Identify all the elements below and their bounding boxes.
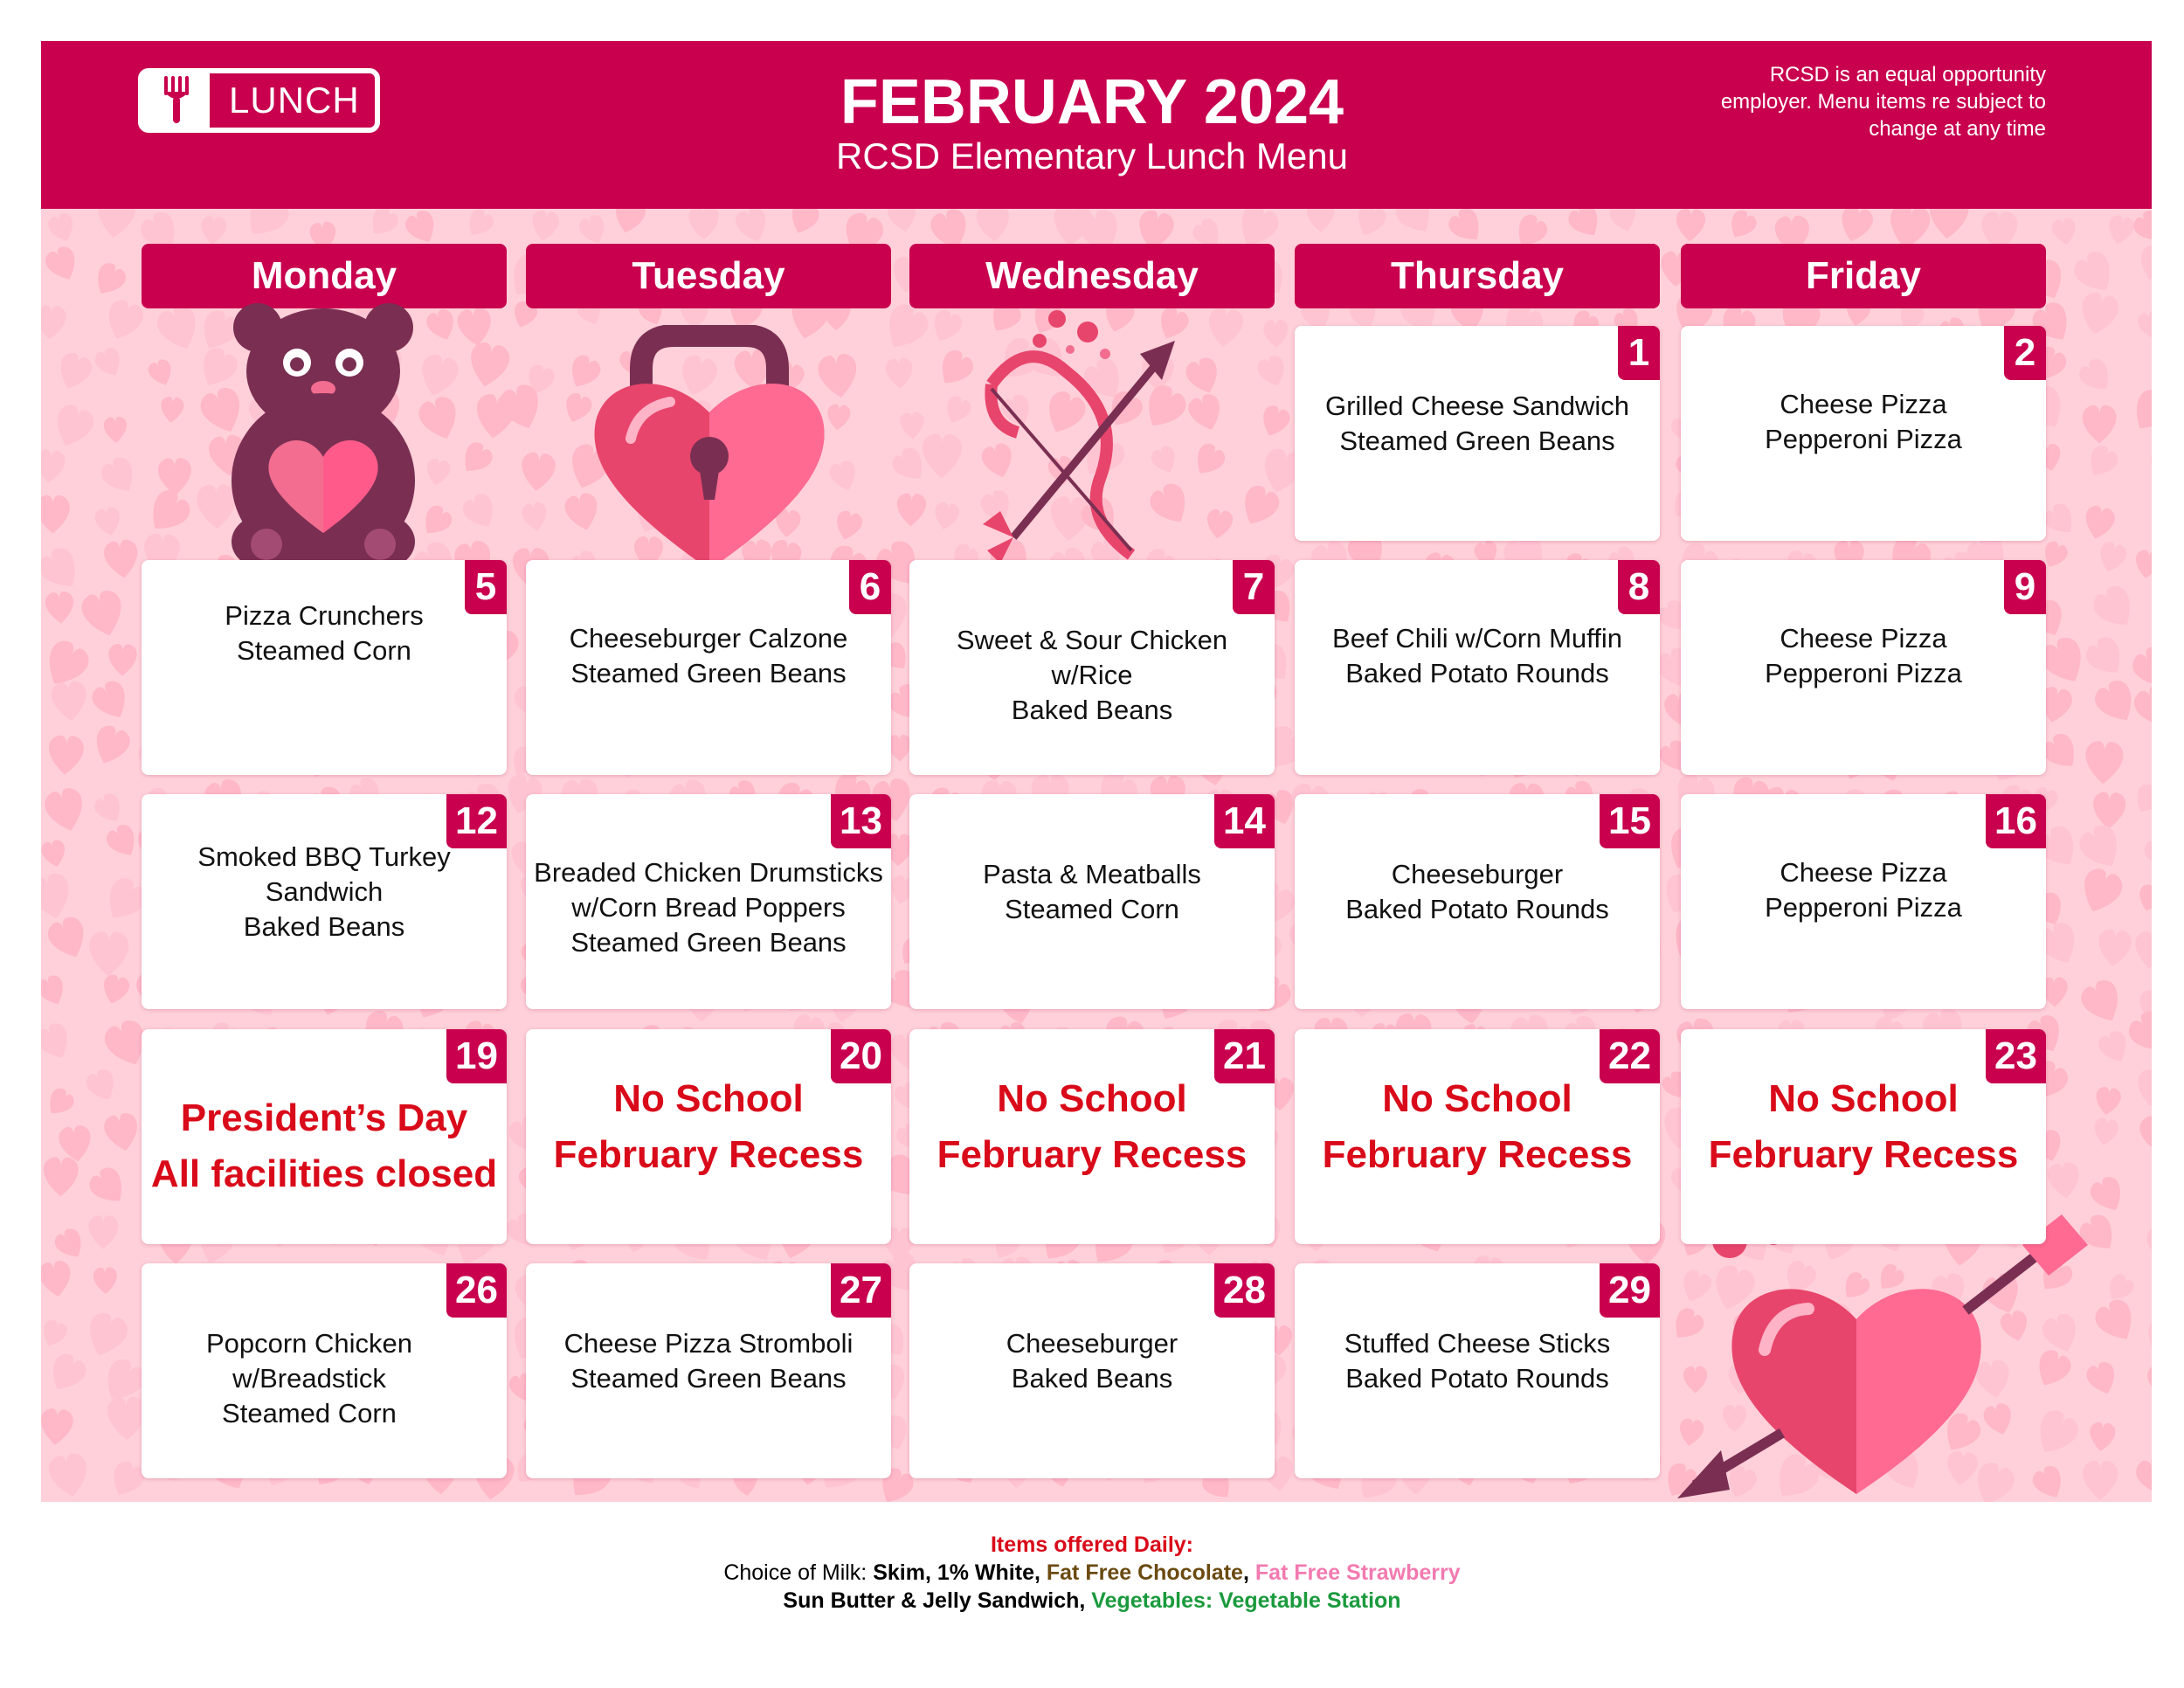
background-heart (1206, 307, 1245, 349)
heart-padlock-icon (587, 325, 832, 578)
background-heart (79, 587, 128, 640)
notice-line: change at any time (1869, 117, 2046, 141)
background-heart (2077, 976, 2128, 1029)
background-heart (462, 209, 497, 242)
background-heart (2095, 540, 2128, 576)
menu-text (1681, 387, 2046, 457)
menu-line: Cheese Pizza (1780, 389, 1947, 419)
background-heart (1676, 209, 1706, 242)
background-heart (49, 401, 98, 453)
day-cell-29 (1295, 1263, 1660, 1478)
menu-text (526, 621, 891, 691)
menu-text (909, 1326, 1275, 1396)
menu-text (1295, 1326, 1660, 1396)
background-heart (827, 459, 860, 495)
extras-line (0, 1587, 2184, 1615)
background-heart (2076, 356, 2118, 398)
cupid-bow-icon (965, 301, 1197, 564)
menu-line: Cheese Pizza (1780, 857, 1947, 888)
background-heart (44, 913, 92, 964)
closure-line: All facilities closed (150, 1152, 498, 1195)
background-heart (2092, 792, 2126, 829)
logo-text: LUNCH (229, 80, 360, 121)
menu-line: Cheeseburger (1391, 859, 1564, 889)
day-cell-12 (142, 794, 507, 1009)
background-heart (41, 305, 67, 341)
notice-line: RCSD is an equal opportunity (1769, 63, 2046, 86)
menu-text (1295, 857, 1660, 927)
closure-text (1681, 1071, 2046, 1183)
background-heart (733, 209, 772, 246)
day-cell-15 (1295, 794, 1660, 1009)
menu-line: Pepperoni Pizza (1765, 658, 1962, 688)
menu-text (526, 1326, 891, 1396)
background-heart (900, 412, 925, 439)
day-cell-7 (909, 560, 1275, 775)
background-heart (107, 1396, 146, 1440)
background-heart (45, 591, 75, 625)
background-heart (2084, 740, 2124, 785)
background-heart (402, 209, 442, 248)
background-heart (896, 493, 927, 527)
background-heart (2149, 348, 2152, 392)
menu-line: Stuffed Cheese Sticks (1344, 1328, 1611, 1359)
background-heart (153, 301, 204, 356)
background-heart (141, 485, 195, 540)
background-heart (93, 1267, 117, 1294)
background-heart (2077, 290, 2122, 338)
background-heart (2041, 500, 2081, 541)
date-badge: 9 (2004, 560, 2046, 614)
sandwich-text: Sun Butter & Jelly Sandwich, (783, 1588, 1086, 1613)
date-badge: 22 (1600, 1029, 1660, 1083)
background-heart (43, 1157, 79, 1196)
background-heart (41, 870, 76, 923)
date-badge: 27 (831, 1263, 891, 1318)
background-heart (460, 490, 502, 534)
menu-line: Steamed Corn (222, 1398, 397, 1429)
background-heart (2081, 504, 2117, 543)
background-heart (1205, 508, 1234, 541)
footer-heading: Items offered Daily: (990, 1532, 1193, 1557)
background-heart (88, 723, 133, 770)
day-cell-8 (1295, 560, 1660, 775)
day-cell-27 (526, 1263, 891, 1478)
closure-line: February Recess (1708, 1133, 2019, 1176)
background-heart (41, 972, 70, 1009)
background-heart (2128, 641, 2152, 695)
menu-line: Cheeseburger Calzone (569, 623, 848, 654)
date-badge: 8 (1618, 560, 1660, 614)
background-heart (886, 209, 920, 234)
menu-line: Steamed Corn (237, 635, 411, 666)
background-heart (83, 1066, 121, 1105)
day-cell-2 (1681, 326, 2046, 541)
date-badge: 12 (446, 794, 507, 848)
background-heart (424, 307, 460, 344)
vegetables-text: Vegetables: Vegetable Station (1091, 1588, 1401, 1613)
milk-chocolate: Fat Free Chocolate (1046, 1560, 1243, 1585)
menu-line: Baked Beans (1011, 695, 1173, 725)
background-heart (466, 341, 512, 391)
day-header-monday: Monday (142, 244, 507, 308)
background-heart (2140, 830, 2152, 875)
milk-strawberry: Fat Free Strawberry (1254, 1560, 1461, 1585)
background-heart (2094, 1086, 2123, 1117)
background-heart (688, 209, 719, 239)
menu-line: Smoked BBQ Turkey (197, 841, 451, 872)
background-heart (456, 306, 494, 348)
background-heart (108, 644, 137, 676)
menu-text (142, 840, 507, 944)
menu-line: Baked Potato Rounds (1345, 658, 1609, 688)
menu-text (1295, 389, 1660, 459)
background-heart (41, 1020, 76, 1065)
day-header-thursday: Thursday (1295, 244, 1660, 308)
menu-line: Pizza Crunchers (225, 600, 424, 631)
background-heart (41, 543, 86, 597)
date-badge: 6 (849, 560, 891, 614)
background-heart (41, 839, 68, 869)
background-heart (2151, 736, 2152, 770)
menu-line: Baked Beans (243, 911, 405, 942)
background-heart (2150, 1399, 2152, 1442)
menu-line: Steamed Corn (1005, 894, 1179, 924)
menu-line: w/Corn Bread Poppers (571, 892, 846, 923)
menu-line: Baked Beans (1011, 1363, 1173, 1394)
menu-text (1681, 855, 2046, 925)
date-badge: 29 (1600, 1263, 1660, 1318)
background-heart (2081, 633, 2131, 683)
background-heart (1927, 209, 1970, 240)
milk-line: Choice of Milk: Skim, 1% White, Fat Free Chocolate, Fat Free Strawberry (723, 1560, 1461, 1585)
background-heart (102, 1111, 142, 1154)
menu-line: Pepperoni Pizza (1765, 424, 1962, 454)
background-heart (2149, 447, 2152, 482)
background-heart (976, 209, 1012, 243)
background-heart (927, 307, 964, 346)
background-heart (2075, 865, 2126, 919)
background-heart (237, 209, 294, 246)
date-badge: 2 (2004, 326, 2046, 380)
background-heart (2096, 928, 2132, 968)
background-heart (2151, 595, 2152, 629)
background-heart (94, 209, 137, 240)
menu-line: Pasta & Meatballs (983, 859, 1201, 889)
menu-text (142, 1326, 477, 1431)
day-cell-14 (909, 794, 1275, 1009)
menu-line: Breaded Chicken Drumsticks (534, 857, 883, 888)
day-cell-16 (1681, 794, 2046, 1009)
background-heart (44, 1350, 91, 1398)
background-heart (92, 345, 126, 381)
background-heart (103, 416, 128, 443)
background-heart (1724, 209, 1759, 244)
background-heart (1836, 209, 1876, 246)
background-heart (85, 1163, 132, 1211)
daily-items-footer (0, 1531, 2184, 1615)
menu-line: Sweet & Sour Chicken (956, 625, 1228, 655)
background-heart (91, 791, 128, 828)
milk-plain: Skim, 1% White, (873, 1560, 1040, 1585)
background-heart (41, 636, 93, 694)
background-heart (45, 211, 78, 245)
background-heart (2091, 1117, 2120, 1147)
background-heart (1392, 209, 1440, 240)
background-heart (2070, 247, 2121, 301)
day-cell-23 (1681, 1029, 2046, 1244)
background-heart (46, 1451, 91, 1500)
menu-line: w/Breadstick (232, 1363, 386, 1394)
background-heart (58, 1124, 93, 1164)
background-heart (2125, 384, 2152, 439)
background-heart (159, 396, 184, 424)
background-heart (1257, 403, 1293, 440)
background-heart (2138, 1111, 2152, 1159)
menu-line: Baked Potato Rounds (1345, 1363, 1609, 1394)
day-cell-22 (1295, 1029, 1660, 1244)
closure-line: No School (1768, 1077, 1959, 1120)
menu-line: Sandwich (265, 876, 384, 907)
date-badge: 28 (1214, 1263, 1275, 1318)
closure-text (909, 1071, 1275, 1183)
background-heart (885, 357, 914, 390)
background-heart (41, 448, 66, 484)
background-heart (2132, 1451, 2152, 1502)
background-heart (2089, 581, 2142, 635)
background-heart (2095, 1027, 2133, 1068)
background-heart (2136, 309, 2152, 342)
menu-line: Cheese Pizza Stromboli (563, 1328, 854, 1359)
closure-line: No School (613, 1077, 804, 1120)
background-heart (52, 1225, 89, 1263)
day-cell-6 (526, 560, 891, 775)
date-badge: 23 (1986, 1029, 2046, 1083)
date-badge: 7 (1233, 560, 1275, 614)
background-heart (521, 501, 550, 532)
milk-prefix: Choice of Milk: (723, 1560, 874, 1585)
background-heart (2150, 489, 2152, 526)
background-heart (81, 1309, 131, 1361)
background-heart (146, 357, 176, 390)
menu-text (1295, 621, 1660, 691)
menu-line: Steamed Green Beans (1339, 425, 1615, 456)
menu-line: Cheeseburger (1006, 1328, 1178, 1359)
background-heart (88, 677, 135, 725)
closure-line: February Recess (553, 1133, 864, 1176)
background-heart (2091, 1295, 2142, 1348)
day-cell-1 (1295, 326, 1660, 541)
background-heart (88, 931, 128, 977)
closure-line: President’s Day (180, 1097, 468, 1139)
day-header-wednesday: Wednesday (909, 244, 1275, 308)
day-header-tuesday: Tuesday (526, 244, 891, 308)
background-heart (519, 452, 556, 493)
background-heart (93, 506, 123, 538)
teddy-bear-icon (223, 301, 424, 572)
closure-text (1295, 1071, 1660, 1183)
background-heart (577, 212, 611, 247)
day-cell-19 (142, 1029, 507, 1244)
background-heart (424, 457, 452, 487)
menu-line: Steamed Green Beans (570, 658, 847, 688)
background-heart (932, 501, 961, 532)
background-heart (2134, 1068, 2152, 1109)
menu-line: Beef Chili w/Corn Muffin (1332, 623, 1622, 654)
date-badge: 14 (1214, 794, 1275, 848)
background-heart (1307, 209, 1335, 232)
menu-text (1681, 621, 2046, 691)
background-heart (1607, 209, 1640, 235)
menu-line: Grilled Cheese Sandwich (1324, 391, 1630, 421)
background-heart (2046, 1161, 2082, 1200)
background-heart (158, 458, 192, 496)
date-badge: 13 (831, 794, 891, 848)
background-heart (99, 972, 131, 1007)
background-heart (1263, 319, 1289, 348)
closure-line: No School (997, 1077, 1187, 1120)
page-subtitle: RCSD Elementary Lunch Menu (836, 135, 1348, 176)
background-heart (2083, 405, 2117, 444)
background-heart (2133, 549, 2152, 580)
background-heart (41, 1259, 74, 1298)
background-heart (2124, 1006, 2152, 1062)
background-heart (88, 1215, 118, 1249)
day-cell-13 (526, 794, 891, 1009)
background-heart (2075, 820, 2128, 875)
date-badge: 16 (1986, 794, 2046, 848)
day-cell-28 (909, 1263, 1275, 1478)
page-title: FEBRUARY 2024 (840, 67, 1344, 137)
closure-text (142, 1090, 507, 1202)
eeo-notice (1662, 61, 2046, 142)
closure-line: February Recess (1322, 1133, 1633, 1176)
day-cell-21 (909, 1029, 1275, 1244)
background-heart (42, 244, 82, 286)
background-heart (1445, 209, 1489, 249)
day-header-friday: Friday (1681, 244, 2046, 308)
background-heart (456, 439, 496, 480)
menu-line: Pepperoni Pizza (1765, 892, 1962, 923)
background-heart (53, 349, 95, 394)
background-heart (98, 453, 142, 499)
notice-line: employer. Menu items re subject to (1720, 90, 2046, 114)
background-heart (42, 1085, 77, 1121)
background-heart (1351, 209, 1389, 240)
day-cell-9 (1681, 560, 2046, 775)
background-heart (1565, 209, 1607, 243)
background-heart (47, 735, 84, 776)
background-heart (2083, 442, 2122, 482)
background-heart (100, 296, 147, 345)
background-heart (51, 680, 89, 723)
background-heart (364, 209, 402, 241)
background-heart (2105, 213, 2136, 247)
background-heart (102, 538, 141, 580)
menu-line: Baked Potato Rounds (1345, 894, 1609, 924)
menu-line: w/Rice (1051, 660, 1133, 690)
background-heart (2130, 781, 2152, 819)
date-badge: 21 (1214, 1029, 1275, 1083)
background-heart (199, 215, 227, 246)
background-heart (41, 495, 70, 534)
background-heart (529, 210, 560, 243)
background-heart (103, 821, 143, 862)
background-heart (2135, 243, 2152, 285)
date-badge: 19 (446, 1029, 507, 1083)
day-cell-26 (142, 1263, 507, 1478)
menu-text (909, 623, 1275, 728)
background-heart (2144, 1173, 2152, 1210)
background-heart (41, 1408, 74, 1446)
menu-text (909, 857, 1275, 927)
background-heart (2146, 1359, 2152, 1405)
background-heart (922, 433, 962, 479)
background-heart (2135, 882, 2152, 914)
background-heart (2130, 681, 2152, 735)
day-cell-20 (526, 1029, 891, 1244)
closure-line: No School (1382, 1077, 1572, 1120)
closure-line: February Recess (936, 1133, 1248, 1176)
background-heart (785, 209, 822, 238)
background-heart (2140, 1316, 2152, 1356)
menu-line: Steamed Green Beans (570, 927, 847, 958)
menu-text (142, 598, 507, 668)
date-badge: 5 (465, 560, 507, 614)
background-heart (41, 1318, 70, 1351)
date-badge: 15 (1600, 794, 1660, 848)
date-badge: 26 (446, 1263, 507, 1318)
date-badge: 20 (831, 1029, 891, 1083)
menu-text (526, 855, 891, 960)
menu-line: Steamed Green Beans (570, 1363, 847, 1394)
background-heart (1254, 353, 1289, 391)
background-heart (2146, 1225, 2152, 1263)
background-heart (2132, 930, 2152, 970)
background-heart (89, 259, 129, 301)
background-heart (611, 209, 647, 237)
day-cell-5 (142, 560, 507, 775)
menu-line: Cheese Pizza (1780, 623, 1947, 654)
background-heart (2050, 217, 2078, 247)
menu-line: Popcorn Chicken (205, 1328, 413, 1359)
background-heart (833, 508, 865, 543)
background-heart (42, 785, 89, 836)
date-badge: 1 (1618, 326, 1660, 380)
closure-text (526, 1071, 891, 1183)
